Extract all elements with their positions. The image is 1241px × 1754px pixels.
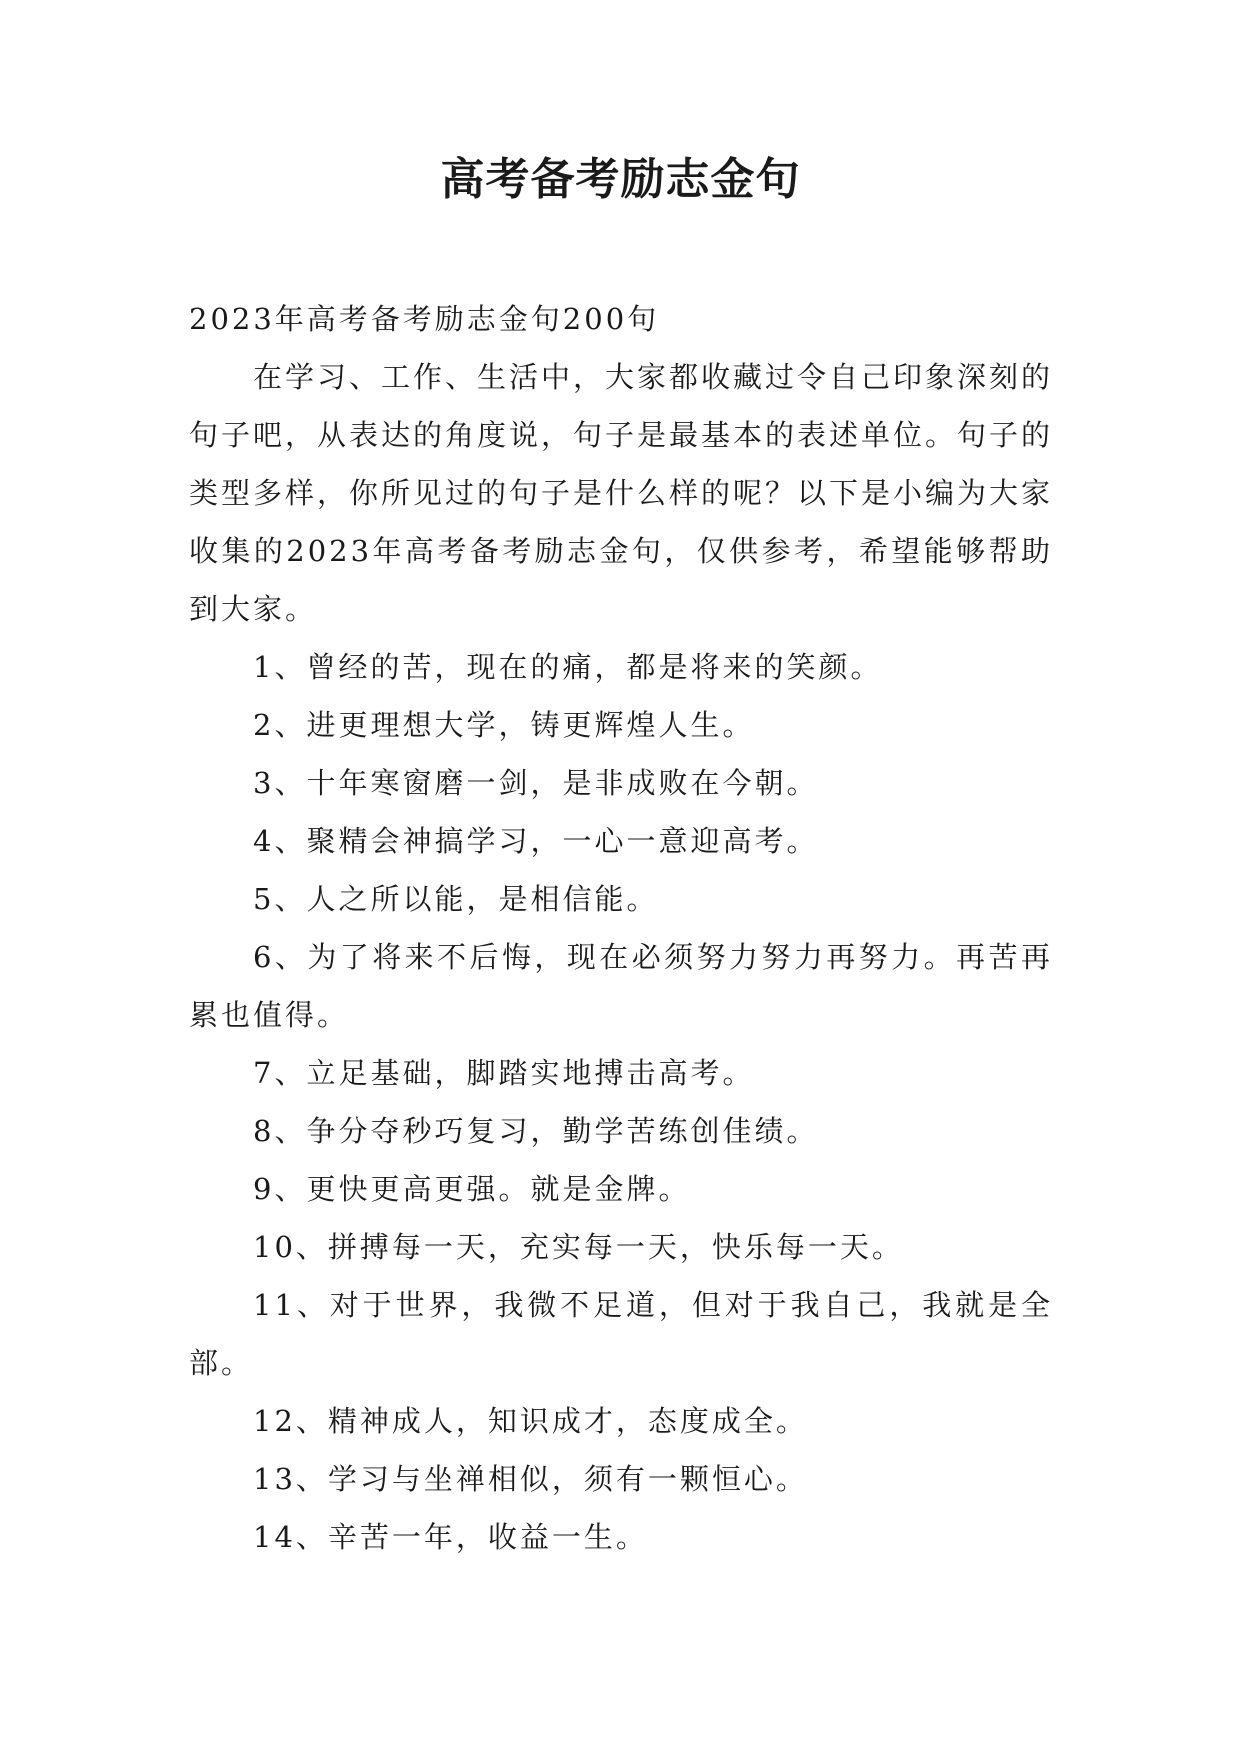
document-body [189,290,1053,1566]
document-title: 高考备考励志金句 [440,154,801,205]
quote-item: 13、学习与坐禅相似，须有一颗恒心。 [253,1462,808,1496]
quote-item: 14、辛苦一年，收益一生。 [253,1520,648,1554]
quote-item: 8、争分夺秒巧复习，勤学苦练创佳绩。 [253,1114,819,1148]
intro-paragraph: 在学习、工作、生活中，大家都收藏过令自己印象深刻的句子吧，从表达的角度说，句子是最基本的表述单位。句子的类型多样，你所见过的句子是什么样的呢？以下是小编为大家收集的2023年高考备考励志金句，仅供参考，希望能够帮助到大家。 [189,360,1054,626]
quote-item: 3、十年寒窗磨一剑，是非成败在今朝。 [253,766,819,800]
quote-item: 1、曾经的苦，现在的痛，都是将来的笑颜。 [253,650,883,684]
quote-item: 11、对于世界，我微不足道，但对于我自己，我就是全部。 [189,1288,1053,1380]
quote-item: 2、进更理想大学，铸更辉煌人生。 [253,708,755,742]
quote-item: 6、为了将来不后悔，现在必须努力努力再努力。再苦再累也值得。 [189,940,1053,1032]
quote-item: 12、精神成人，知识成才，态度成全。 [253,1404,808,1438]
quote-item: 9、更快更高更强。就是金牌。 [253,1172,691,1206]
document-subtitle: 2023年高考备考励志金句200句 [189,302,660,336]
quote-item: 7、立足基础，脚踏实地搏击高考。 [253,1056,755,1090]
quote-item: 4、聚精会神搞学习，一心一意迎高考。 [253,824,819,858]
quote-item: 10、拼搏每一天，充实每一天，快乐每一天。 [253,1230,904,1264]
quote-item: 5、人之所以能，是相信能。 [253,882,659,916]
